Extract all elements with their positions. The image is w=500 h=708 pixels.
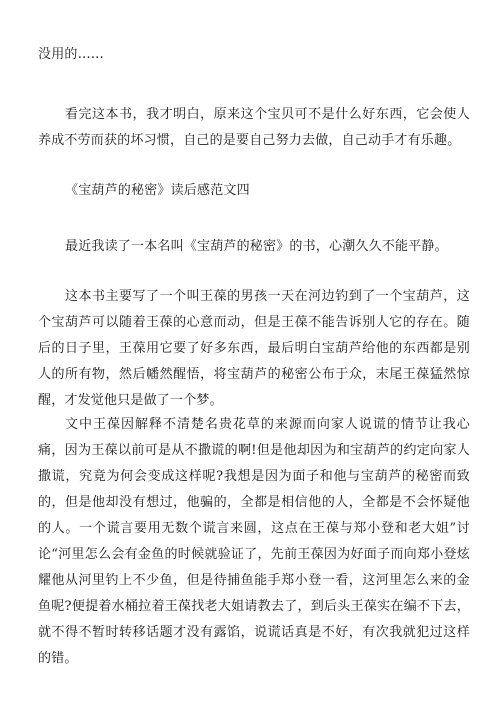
paragraph-reflection: 看完这本书，我才明白，原来这个宝贝可不是什么好东西，它会使人养成不劳而获的坏习惯，自己的是要自己努力去做，自己动手才有乐趣。	[38, 107, 470, 148]
paragraph-summary: 这本书主要写了一个叫王葆的男孩一天在河边钓到了一个宝葫芦，这个宝葫芦可以随着王葆的心意而动，但是王葆不能告诉别人它的存在。随后的日子里，王葆用它要了好多东西，最后明白宝葫芦给他的东西都是别人的所有物，然后幡然醒悟，将宝葫芦的秘密公布于众，末尾王葆猛然惊醒，才发觉他只是做了一个梦。	[38, 289, 470, 408]
paragraph-analysis: 文中王葆因解释不清楚名贵花草的来源而向家人说谎的情节让我心痛，因为王葆以前可是从不撒谎的啊!但是他却因为和宝葫芦的约定向家人撒谎，究竟为何会变成这样呢?我想是因为面子和他与宝葫芦的秘密而致的，但是他却没有想过，他骗的，全都是相信他的人，全都是不会怀疑他的人。一个谎言要用无数个谎言来圆，这点在王葆与郑小登和老大姐”讨论“河里怎么会有金鱼的时候就验证了，先前王葆因为好面子而向郑小登炫耀他从河里钓上不少鱼，但是待捕鱼能手郑小登一看，这河里怎么来的金鱼呢?便提着水桶拉着王葆找老大姐请教去了，到后头王葆实在编不下去，就不得不暂时转移话题才没有露馅，说谎话真是不好，有次我就犯过这样的错。	[38, 417, 470, 666]
paragraph-intro: 最近我读了一本名叫《宝葫芦的秘密》的书，心潮久久不能平静。	[65, 239, 448, 254]
paragraph-continuation: 没用的……	[38, 47, 105, 62]
section-heading: 《宝葫芦的秘密》读后感范文四	[65, 183, 250, 198]
